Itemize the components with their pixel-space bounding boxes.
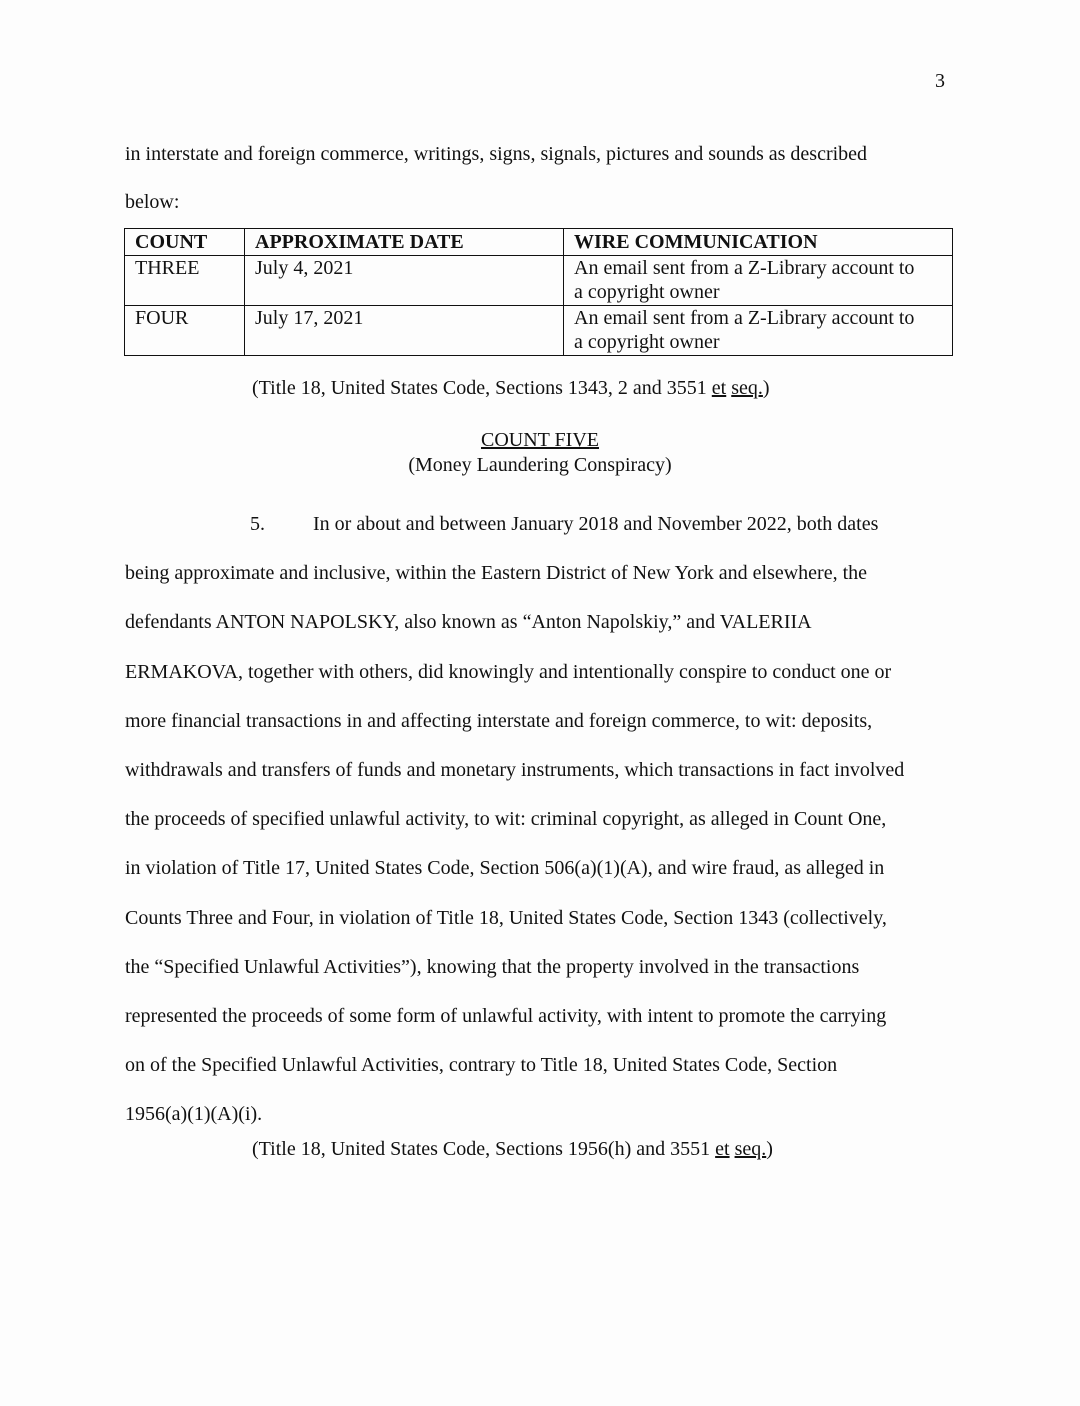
paragraph-line-text: In or about and between January 2018 and November 2022, both dates [313,513,879,535]
communication-line: a copyright owner [574,331,720,353]
paragraph-line: more financial transactions in and affecting interstate and foreign commerce, to wit: deposits, [125,709,873,732]
paragraph-line: withdrawals and transfers of funds and monetary instruments, which transactions in fact involved [125,759,905,782]
citation-close: ) [766,1138,773,1160]
cell-date: July 4, 2021 [245,256,564,306]
statute-citation [0,1138,1080,1161]
paragraph-5 [125,500,955,1140]
cell-date: July 17, 2021 [245,306,564,356]
paragraph-line: defendants ANTON NAPOLSKY, also known as “Anton Napolskiy,” and VALERIIA [125,611,812,634]
cell-communication [564,306,953,356]
wire-communication-table [124,228,953,356]
citation-close: ) [762,377,770,399]
citation-text: (Title 18, United States Code, Sections 1343, 2 and 3551 [252,377,712,399]
communication-line: An email sent from a Z-Library account to [574,257,915,279]
communication-line: An email sent from a Z-Library account to [574,307,915,329]
paragraph-line [125,500,955,549]
communication-line: a copyright owner [574,281,720,303]
cell-count: FOUR [125,306,245,356]
paragraph-line: Counts Three and Four, in violation of Title 18, United States Code, Section 1343 (collectively, [125,906,887,929]
count-heading [0,428,1080,478]
header-approximate-date: APPROXIMATE DATE [245,229,564,256]
statute-citation [0,377,1080,400]
intro-text [125,130,955,226]
paragraph-line: ERMAKOVA, together with others, did knowingly and intentionally conspire to conduct one or [125,660,892,683]
citation-et: et [715,1138,730,1160]
citation-seq: seq. [734,1138,767,1160]
paragraph-line: in violation of Title 17, United States Code, Section 506(a)(1)(A), and wire fraud, as alleged in [125,857,885,880]
paragraph-line: the “Specified Unlawful Activities”), knowing that the property involved in the transactions [125,955,860,978]
count-title: COUNT FIVE [481,429,599,451]
intro-line: in interstate and foreign commerce, writings, signs, signals, pictures and sounds as described [125,143,868,165]
paragraph-line: the proceeds of specified unlawful activity, to wit: criminal copyright, as alleged in Count One, [125,808,887,831]
header-count: COUNT [125,229,245,256]
paragraph-number: 5. [250,513,265,535]
page-number: 3 [935,70,945,92]
header-wire-communication: WIRE COMMUNICATION [564,229,953,256]
citation-text: (Title 18, United States Code, Sections 1956(h) and 3551 [252,1138,716,1160]
cell-communication [564,256,953,306]
count-subtitle: (Money Laundering Conspiracy) [408,454,672,476]
citation-et: et [711,377,727,399]
paragraph-line: being approximate and inclusive, within the Eastern District of New York and elsewhere, the [125,562,868,585]
table-row [125,256,953,306]
cell-count: THREE [125,256,245,306]
paragraph-line: 1956(a)(1)(A)(i). [125,1103,263,1126]
paragraph-line: on of the Specified Unlawful Activities, contrary to Title 18, United States Code, Section [125,1054,838,1077]
table-row [125,306,953,356]
intro-line: below: [125,191,180,213]
paragraph-line: represented the proceeds of some form of unlawful activity, with intent to promote the carrying [125,1005,887,1028]
table-header-row [125,229,953,256]
citation-seq: seq. [731,377,763,399]
